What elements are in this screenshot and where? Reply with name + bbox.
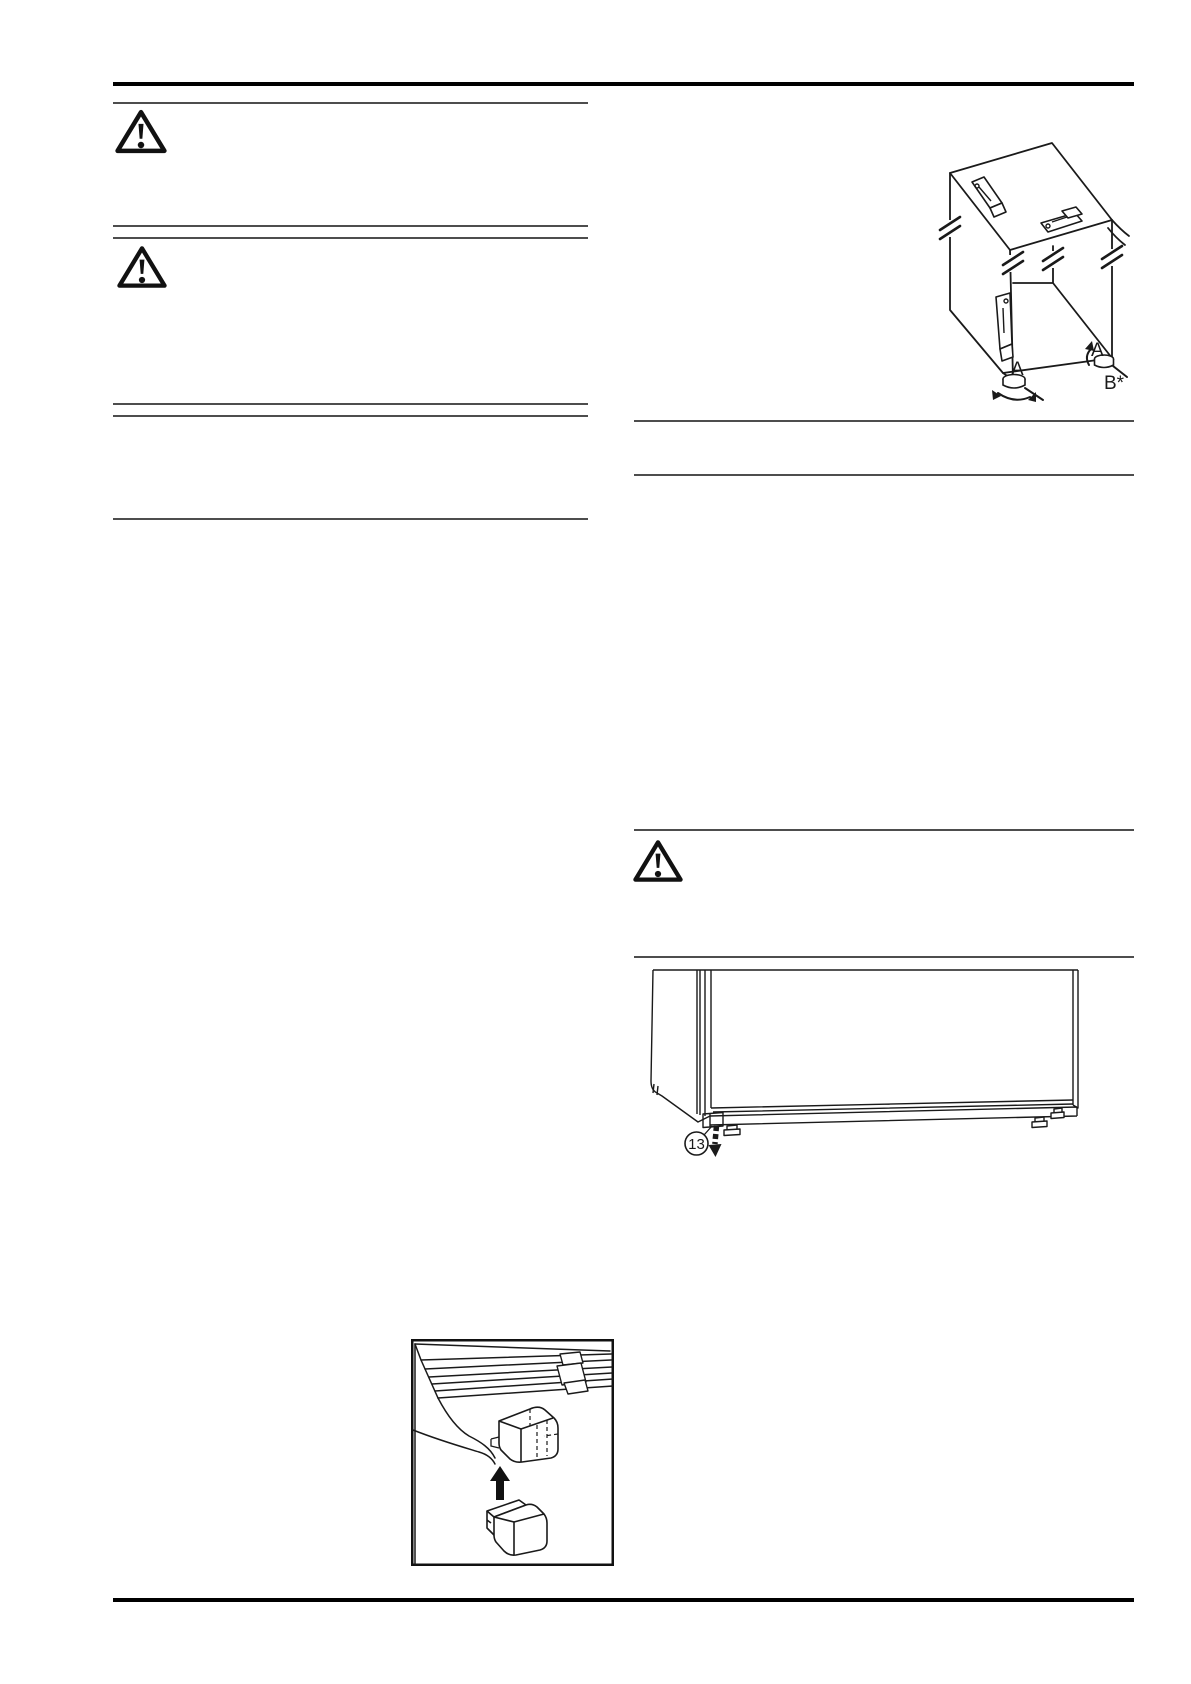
warning-triangle-icon <box>114 108 168 155</box>
left-column-rule-5 <box>113 415 588 417</box>
cabinet-front-foot-label: A <box>1011 359 1024 380</box>
left-column-rule-3 <box>113 237 588 239</box>
left-column-rule-2 <box>113 225 588 227</box>
cabinet-rear-foot-label: A <box>1091 340 1104 361</box>
left-column-rule-1 <box>113 102 588 104</box>
right-column-rule-4 <box>634 956 1134 958</box>
hinge-cover-figure <box>411 1339 614 1566</box>
base-foot-callout: 13 <box>688 1136 705 1153</box>
right-column-rule-1 <box>634 420 1134 422</box>
left-column-rule-4 <box>113 403 588 405</box>
right-column-rule-2 <box>634 474 1134 476</box>
cabinet-fixing-label: B* <box>1104 373 1125 394</box>
page-bottom-rule <box>113 1598 1134 1602</box>
right-column-rule-3 <box>634 829 1134 831</box>
warning-triangle-icon <box>116 244 168 290</box>
page-top-rule <box>113 82 1134 86</box>
dashed-down-arrow-icon <box>709 1126 722 1157</box>
callout-13-badge <box>685 1126 712 1155</box>
warning-triangle-icon <box>632 837 684 885</box>
base-leveling-figure <box>640 960 1090 1170</box>
cabinet-feet-figure <box>915 128 1140 413</box>
left-column-rule-6 <box>113 518 588 520</box>
